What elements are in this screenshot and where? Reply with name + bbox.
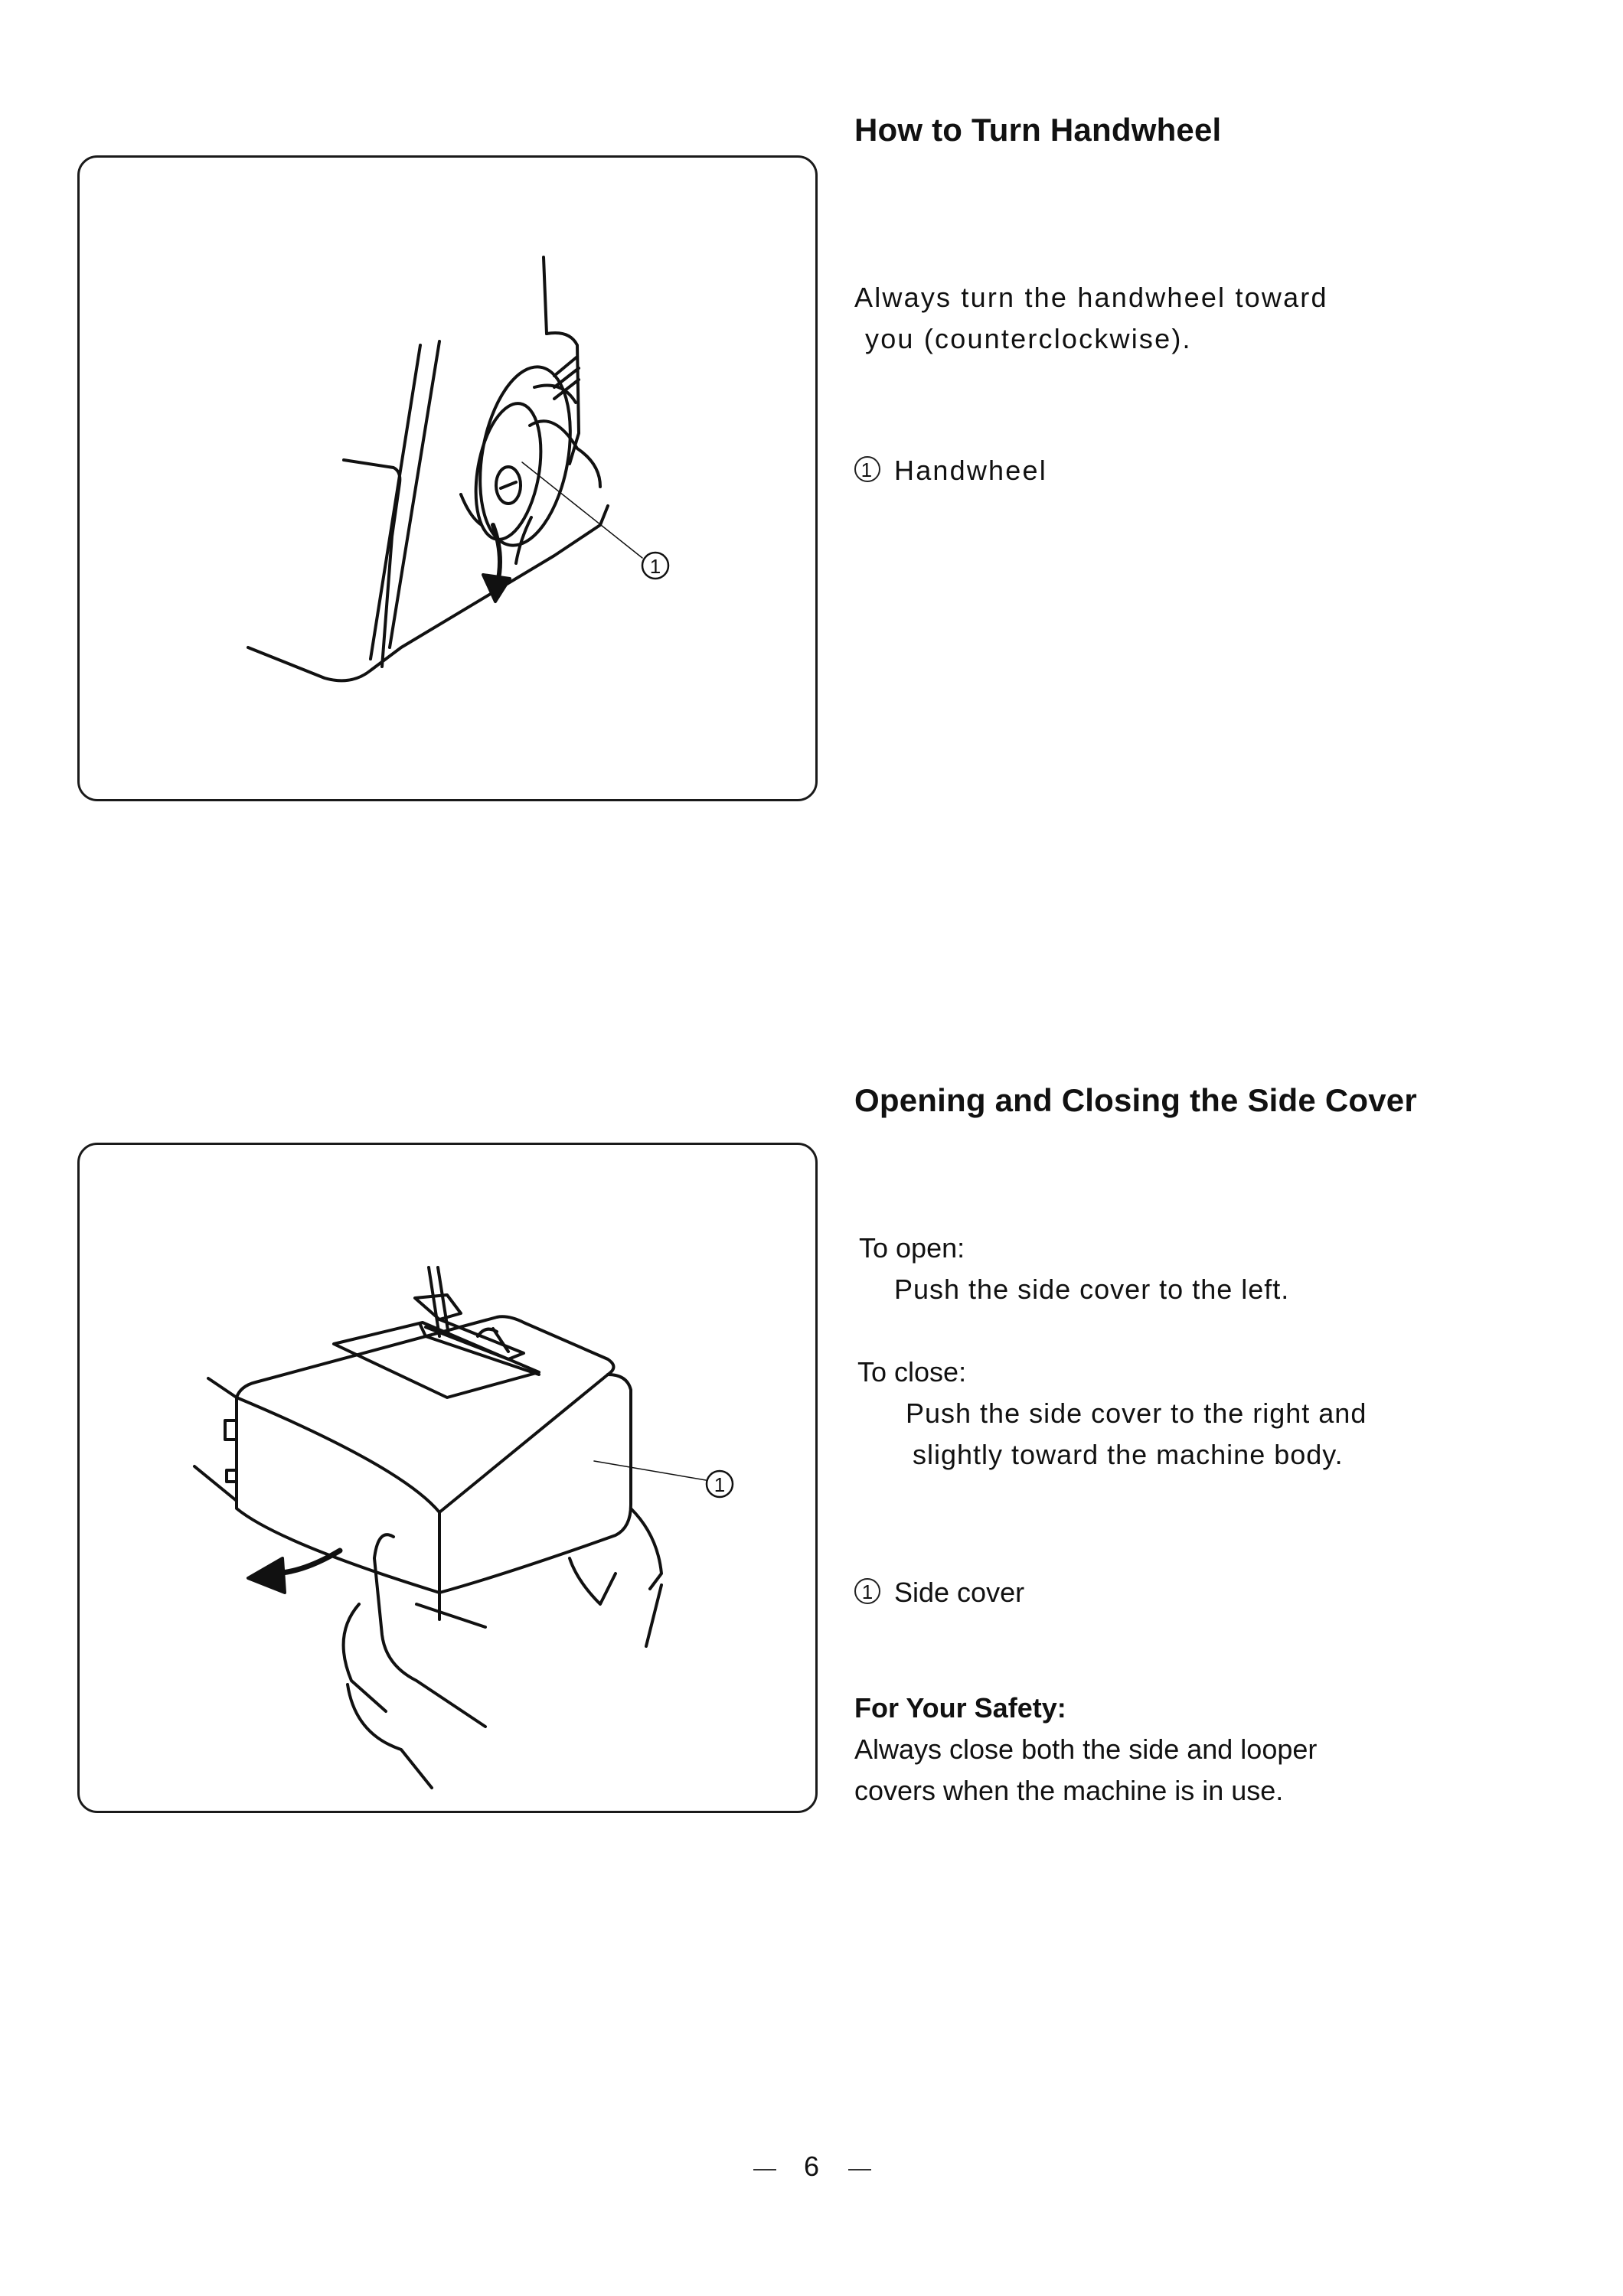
callout-handwheel [854, 450, 1047, 491]
callout-side-cover [854, 1572, 1024, 1613]
close-instruction-line1: Push the side cover to the right and [906, 1397, 1367, 1429]
open-label: To open: [859, 1232, 965, 1264]
callout-number: 1 [854, 456, 880, 482]
safety-title: For Your Safety: [854, 1692, 1066, 1724]
open-instruction: Push the side cover to the left. [894, 1274, 1290, 1305]
figure-side-cover [77, 1143, 818, 1813]
close-label: To close: [857, 1356, 967, 1388]
section-heading-side-cover: Opening and Closing the Side Cover [854, 1082, 1417, 1118]
handwheel-illustration [80, 158, 820, 804]
handwheel-instruction-line2: you (counterclockwise). [865, 323, 1192, 354]
close-instruction-line2: slightly toward the machine body. [913, 1439, 1344, 1470]
safety-line1: Always close both the side and looper [854, 1733, 1318, 1765]
svg-text:1: 1 [649, 555, 661, 578]
callout-number: 1 [854, 1578, 880, 1604]
safety-line2: covers when the machine is in use. [854, 1775, 1284, 1806]
figure-handwheel [77, 155, 818, 801]
handwheel-instruction-line1: Always turn the handwheel toward [854, 282, 1328, 313]
callout-handwheel-label: Handwheel [894, 455, 1047, 486]
page-number-dash-right [848, 2169, 871, 2170]
callout-side-cover-label: Side cover [894, 1577, 1025, 1608]
section-heading-handwheel: How to Turn Handwheel [854, 112, 1222, 148]
page-number-dash-left [753, 2169, 776, 2170]
svg-text:1: 1 [714, 1473, 726, 1496]
side-cover-illustration [80, 1145, 820, 1815]
page-number: 6 [804, 2151, 820, 2182]
